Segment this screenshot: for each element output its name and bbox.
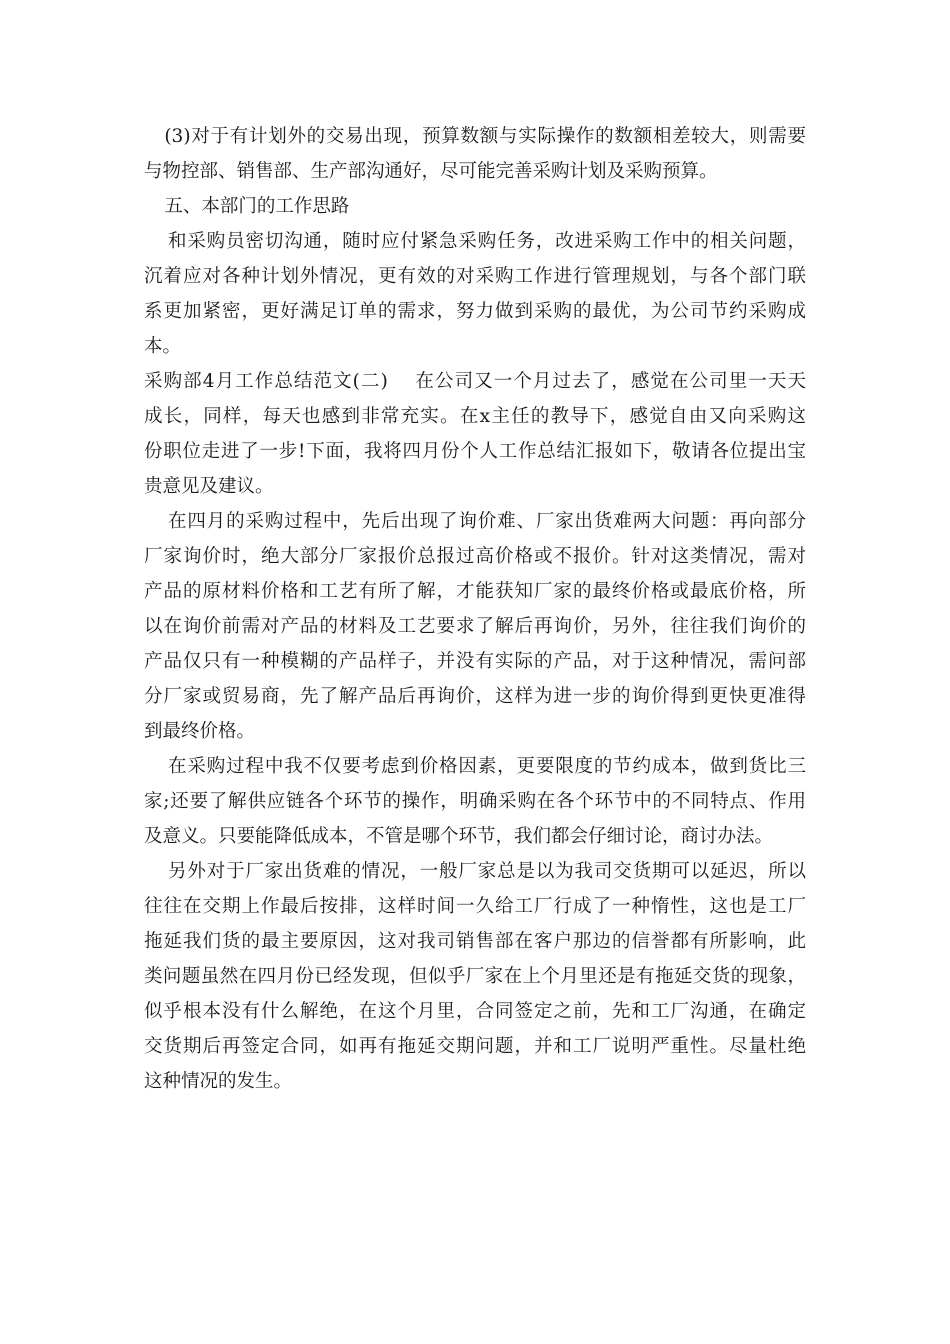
- text-line: 在四月的采购过程中，先后出现了询价难、厂家出货难两大问题：再向部分: [168, 511, 806, 532]
- text-line: 贵意见及建议。: [144, 476, 274, 497]
- text-line: 产品的原材料价格和工艺有所了解，才能获知厂家的最终价格或最底价格，所: [144, 581, 806, 602]
- text-line: 似乎根本没有什么解绝，在这个月里，合同签定之前，先和工厂沟通，在确定: [144, 1001, 806, 1022]
- section-heading-work-approach: [144, 189, 806, 224]
- paragraph-cost-saving: [144, 749, 806, 854]
- text-line: 与物控部、销售部、生产部沟通好，尽可能完善采购计划及采购预算。: [144, 161, 718, 182]
- text-line: 另外对于厂家出货难的情况，一般厂家总是以为我司交货期可以延迟，所以: [168, 861, 806, 882]
- text-line: 系更加紧密，更好满足订单的需求，努力做到采购的最优，为公司节约采购成: [144, 301, 806, 322]
- text-line: 家;还要了解供应链各个环节的操作，明确采购在各个环节中的不同特点、作用: [144, 791, 806, 812]
- text-line: 厂家询价时，绝大部分厂家报价总报过高价格或不报价。针对这类情况，需对: [144, 546, 806, 567]
- text-line: 往往在交期上作最后按排，这样时间一久给工厂行成了一种惰性，这也是工厂: [144, 896, 806, 917]
- text-line: 类问题虽然在四月份已经发现，但似乎厂家在上个月里还是有拖延交货的现象，: [144, 966, 806, 987]
- text-line: 这种情况的发生。: [144, 1071, 293, 1092]
- text-line: 在采购过程中我不仅要考虑到价格因素，更要限度的节约成本，做到货比三: [168, 756, 806, 777]
- text-line: 本。: [144, 336, 182, 357]
- document-body: [144, 119, 806, 1099]
- text-line: (3)对于有计划外的交易出现，预算数额与实际操作的数额相差较大，则需要: [164, 126, 806, 147]
- paragraph-procurement-plan-note: [144, 119, 806, 189]
- text-line: 成长，同样，每天也感到非常充实。在x主任的教导下，感觉自由又向采购这: [144, 406, 806, 427]
- text-line: 和采购员密切沟通，随时应付紧急采购任务，改进采购工作中的相关问题，: [168, 231, 806, 252]
- text-line: 以在询价前需对产品的材料及工艺要求了解后再询价，另外，往往我们询价的: [144, 616, 806, 637]
- text-line: 到最终价格。: [144, 721, 256, 742]
- text-line: 五、本部门的工作思路: [164, 196, 350, 217]
- text-line: 产品仅只有一种模糊的产品样子，并没有实际的产品，对于这种情况，需问部: [144, 651, 806, 672]
- text-line: 及意义。只要能降低成本，不管是哪个环节，我们都会仔细讨论，商讨办法。: [144, 826, 774, 847]
- paragraph-work-approach: [144, 224, 806, 364]
- text-line: 交货期后再签定合同，如再有拖延交期问题，并和工厂说明严重性。尽量杜绝: [144, 1036, 806, 1057]
- paragraph-april-summary-intro: [144, 364, 806, 504]
- paragraph-inquiry-problems: [144, 504, 806, 749]
- text-line: 份职位走进了一步!下面，我将四月份个人工作总结汇报如下，敬请各位提出宝: [144, 441, 806, 462]
- text-line: 拖延我们货的最主要原因，这对我司销售部在客户那边的信誉都有所影响，此: [144, 931, 806, 952]
- paragraph-delivery-delay: [144, 854, 806, 1099]
- text-line: 沉着应对各种计划外情况，更有效的对采购工作进行管理规划，与各个部门联: [144, 266, 806, 287]
- text-line: 分厂家或贸易商，先了解产品后再询价，这样为进一步的询价得到更快更准得: [144, 686, 806, 707]
- text-line: 采购部4月工作总结范文(二) 在公司又一个月过去了，感觉在公司里一天天: [144, 371, 806, 392]
